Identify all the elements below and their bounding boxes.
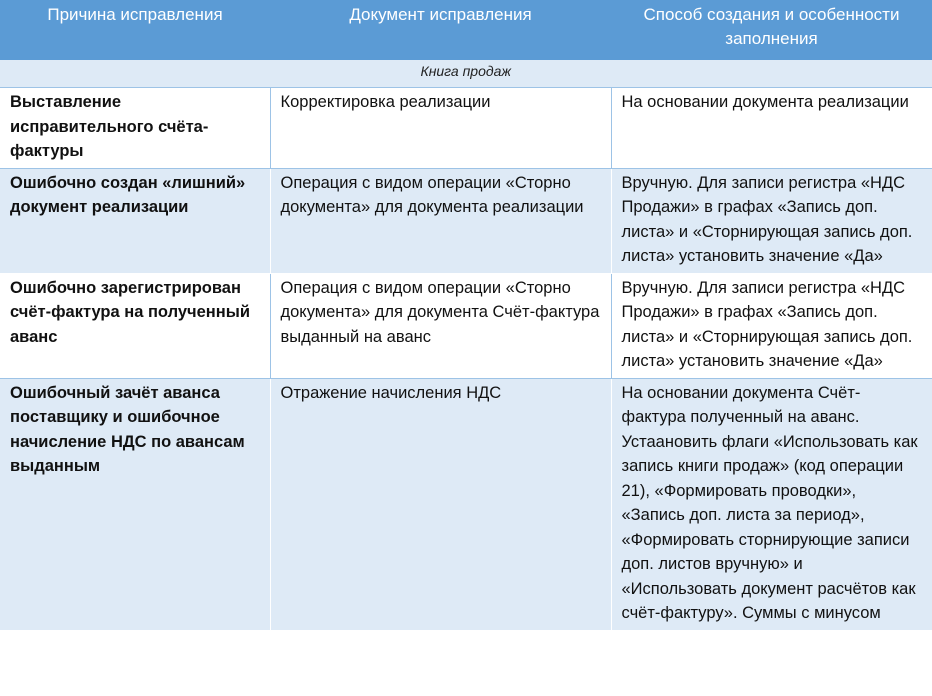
table-row (0, 378, 932, 630)
reason-cell: Ошибочно зарегистрирован счёт-фактура на полученный аванс (0, 273, 270, 378)
table-row (0, 88, 932, 169)
table-header-row (0, 0, 932, 60)
header-document: Документ исправления (270, 0, 611, 60)
method-cell: Вручную. Для записи регистра «НДС Продажи» в графах «Запись доп. листа» и «Сторнирующая запись доп. листа» установить значение «Да» (611, 168, 932, 273)
method-cell: Вручную. Для записи регистра «НДС Продажи» в графах «Запись доп. листа» и «Сторнирующая запись доп. листа» установить значение «Да» (611, 273, 932, 378)
document-cell: Отражение начисления НДС (270, 378, 611, 630)
header-reason: Причина исправления (0, 0, 270, 60)
document-cell: Операция с видом операции «Сторно документа» для документа Счёт-фактура выданный на аванс (270, 273, 611, 378)
table-row (0, 168, 932, 273)
reason-cell: Выставление исправительного счёта-фактуры (0, 88, 270, 169)
reason-cell: Ошибочно создан «лишний» документ реализации (0, 168, 270, 273)
document-cell: Операция с видом операции «Сторно документа» для документа реализации (270, 168, 611, 273)
method-cell: На основании документа реализации (611, 88, 932, 169)
document-cell: Корректировка реализации (270, 88, 611, 169)
reason-cell: Ошибочный зачёт аванса поставщику и ошибочное начисление НДС по авансам выданным (0, 378, 270, 630)
section-row (0, 60, 932, 88)
section-label: Книга продаж (0, 60, 932, 88)
header-method: Способ создания и особенности заполнения (611, 0, 932, 60)
method-cell: На основании документа Счёт-фактура полученный на аванс. Устаановить флаги «Использовать как запись книги продаж» (код операции 21), «Формировать проводки», «Запись доп. листа за период», «Формировать сторнирующие записи доп. листов вручную» и «Использовать документ расчётов как счёт-фактуру». Суммы с минусом (611, 378, 932, 630)
table-row (0, 273, 932, 378)
